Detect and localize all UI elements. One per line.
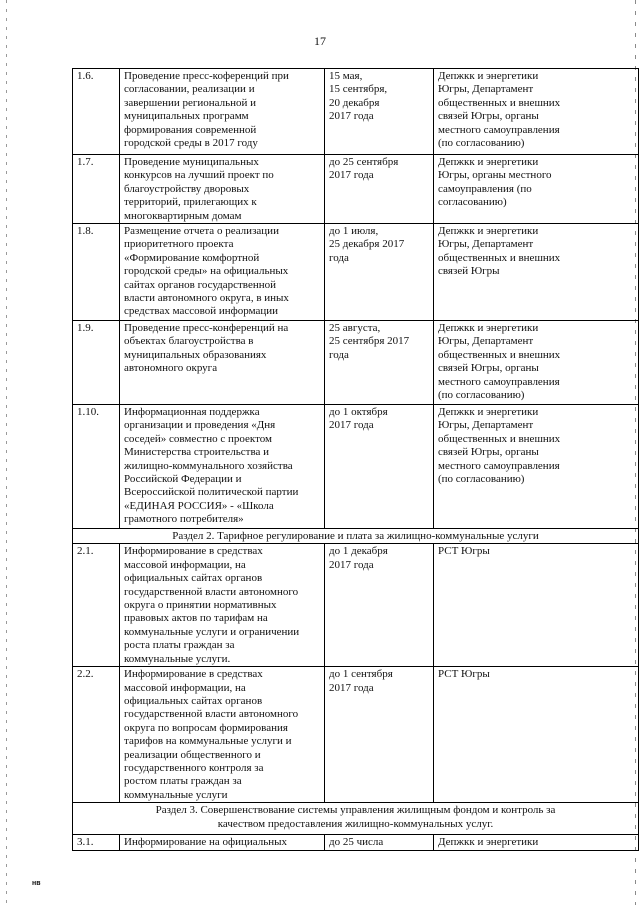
plan-table-body [73, 69, 639, 851]
item-responsible-cell [434, 69, 639, 155]
item-deadline: до 1 октября 2017 года [329, 406, 388, 432]
table-row [73, 835, 639, 850]
plan-table [72, 68, 639, 851]
item-action-cell [120, 69, 325, 155]
item-action: Проведение пресс-коференций при согласовании, реализации и завершении региональной и муниципальных программ формирования современной городской среды в 2017 году [124, 70, 289, 150]
item-responsible-cell [434, 544, 639, 667]
item-number-cell [73, 835, 120, 850]
item-action: Проведение муниципальных конкурсов на лучший проект по благоустройству дворовых территорий, прилегающих к многоквартирным домам [124, 156, 274, 222]
table-row [73, 69, 639, 155]
item-number: 1.6. [77, 70, 94, 82]
item-number-cell [73, 155, 120, 224]
item-responsible-cell [434, 405, 639, 529]
item-deadline-cell [325, 544, 434, 667]
item-action: Размещение отчета о реализации приоритетного проекта «Формирование комфортной городской среды» на официальных сайтах органов государственной власти автономного округа, в иных средствах массовой информации [124, 225, 289, 318]
section-header-row [73, 803, 639, 835]
item-responsible-cell [434, 224, 639, 321]
item-number: 3.1. [77, 836, 94, 849]
item-number: 1.8. [77, 225, 94, 238]
item-responsible: РСТ Югры [438, 668, 490, 681]
item-number-cell [73, 224, 120, 321]
item-action-cell [120, 321, 325, 405]
section-title-text: Раздел 2. Тарифное регулирование и плата за жилищно-коммунальные услуги [172, 530, 539, 543]
item-number: 1.9. [77, 322, 94, 335]
footer-mark: нв [32, 880, 41, 887]
table-row [73, 155, 639, 224]
item-responsible-cell [434, 667, 639, 803]
item-responsible: Депжкк и энергетики Югры, Департамент общественных и внешних связей Югры, органы местного самоуправления (по согласованию) [438, 322, 561, 402]
item-responsible: Депжкк и энергетики Югры, Департамент общественных и внешних связей Югры [438, 225, 561, 278]
item-responsible: Депжкк и энергетики Югры, органы местного самоуправления (по согласованию) [438, 156, 552, 209]
item-number-cell [73, 544, 120, 667]
page-number: 17 [314, 34, 326, 48]
item-action-cell [120, 405, 325, 529]
item-responsible-cell [434, 321, 639, 405]
item-responsible: Депжкк и энергетики Югры, Департамент общественных и внешних связей Югры, органы местного самоуправления (по согласованию) [438, 406, 561, 486]
item-responsible: РСТ Югры [438, 545, 490, 558]
item-number: 2.2. [77, 668, 94, 681]
item-deadline: 15 мая, 15 сентября, 20 декабря 2017 года [329, 70, 388, 123]
table-row [73, 667, 639, 803]
table-row [73, 405, 639, 529]
item-number: 2.1. [77, 545, 94, 558]
item-number-cell [73, 69, 120, 155]
item-responsible-cell [434, 155, 639, 224]
item-action-cell [120, 224, 325, 321]
section-title-text: Раздел 3. Совершенствование системы управления жилищным фондом и контроль за качеством предоставления жилищно-коммунальных услуг. [155, 804, 556, 830]
item-deadline-cell [325, 667, 434, 803]
item-deadline-cell [325, 155, 434, 224]
table-row [73, 321, 639, 405]
item-action: Проведение пресс-конференций на объектах благоустройства в муниципальных образованиях автономного округа [124, 322, 289, 375]
item-deadline: 25 августа, 25 сентября 2017 года [329, 322, 410, 361]
item-deadline-cell [325, 835, 434, 850]
item-responsible-cell [434, 835, 639, 850]
item-number: 1.7. [77, 156, 94, 168]
item-number: 1.10. [77, 406, 99, 419]
section-header-row [73, 529, 639, 544]
item-responsible: Депжкк и энергетики [438, 836, 539, 849]
table-row [73, 224, 639, 321]
item-action-cell [120, 835, 325, 850]
item-number-cell [73, 667, 120, 803]
section-title [73, 529, 639, 544]
item-action-cell [120, 667, 325, 803]
section-title [73, 803, 639, 835]
item-deadline: до 25 сентября 2017 года [329, 156, 399, 182]
item-action: Информирование в средствах массовой информации, на официальных сайтах органов государственной власти автономного округа по вопросам формирования тарифов на коммунальные услуги и реализации общественного и государственного контроля за ростом платы граждан за коммунальные услуги [124, 668, 299, 801]
item-deadline-cell [325, 321, 434, 405]
item-action: Информирование на официальных [124, 836, 288, 849]
scan-edge-left [6, 0, 7, 905]
item-deadline: до 1 сентября 2017 года [329, 668, 393, 694]
item-number-cell [73, 405, 120, 529]
item-number-cell [73, 321, 120, 405]
item-action: Информирование в средствах массовой информации, на официальных сайтах органов государственной власти автономного округа о принятии нормативных правовых актов по тарифам на коммунальные услуги и ограничении роста платы граждан за коммунальные услуги. [124, 545, 300, 665]
item-deadline-cell [325, 224, 434, 321]
item-action-cell [120, 155, 325, 224]
table-row [73, 544, 639, 667]
item-deadline-cell [325, 69, 434, 155]
item-deadline-cell [325, 405, 434, 529]
item-action: Информационная поддержка организации и проведения «Дня соседей» совместно с проектом Министерства строительства и жилищно-коммунального хозяйства Российской Федерации и Всероссийской политической партии «ЕДИНАЯ РОССИЯ» - «Школа грамотного потребителя» [124, 406, 299, 526]
item-deadline: до 25 числа [329, 836, 384, 849]
item-deadline: до 1 декабря 2017 года [329, 545, 388, 571]
item-action-cell [120, 544, 325, 667]
item-deadline: до 1 июля, 25 декабря 2017 года [329, 225, 405, 264]
item-responsible: Депжкк и энергетики Югры, Департамент общественных и внешних связей Югры, органы местного самоуправления (по согласованию) [438, 70, 561, 150]
